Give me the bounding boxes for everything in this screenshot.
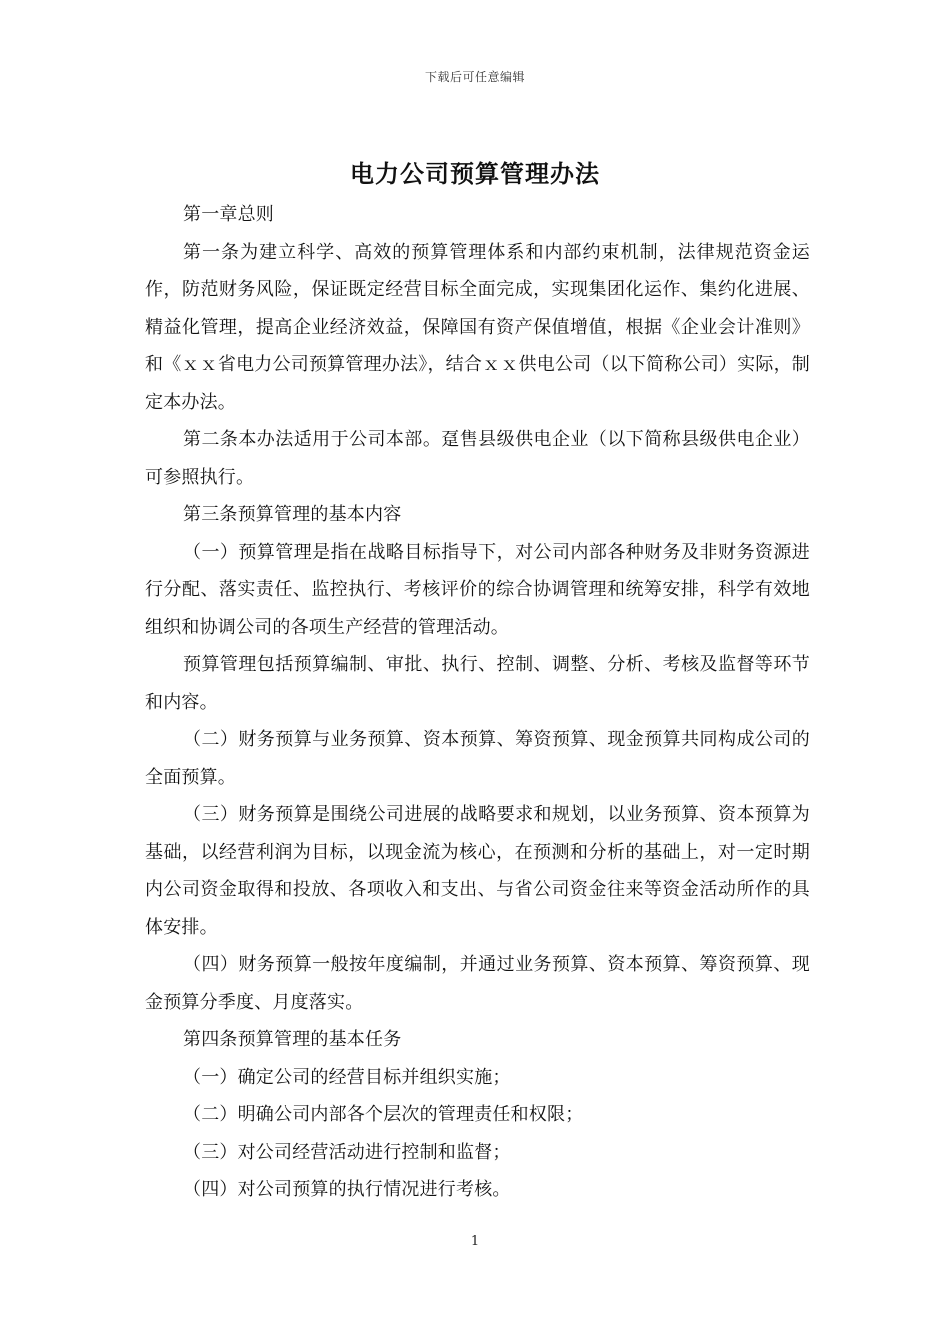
article-3-heading: 第三条预算管理的基本内容 xyxy=(183,504,402,525)
article-2-paragraph: 第二条本办法适用于公司本部。趸售县级供电企业（以下简称县级供电企业）可参照执行。 xyxy=(145,429,810,488)
article-3-item-2: （二）财务预算与业务预算、资本预算、筹资预算、现金预算共同构成公司的全面预算。 xyxy=(145,729,810,788)
article-4-item-2: （二）明确公司内部各个层次的管理责任和权限； xyxy=(183,1104,584,1125)
document-title: 电力公司预算管理办法 xyxy=(350,160,600,188)
chapter-heading: 第一章总则 xyxy=(183,204,274,225)
document-body xyxy=(145,196,810,1209)
article-4-item-4: （四）对公司预算的执行情况进行考核。 xyxy=(183,1179,511,1200)
article-4-item-1: （一）确定公司的经营目标并组织实施； xyxy=(183,1066,511,1088)
article-1-paragraph: 第一条为建立科学、高效的预算管理体系和内部约束机制，法律规范资金运作，防范财务风险，保证既定经营目标全面完成，实现集团化运作、集约化进展、精益化管理，提高企业经济效益，保障国有资产保值增值，根据《企业会计准则》和《ｘｘ省电力公司预算管理办法》，结合ｘｘ供电公司（以下简称公司）实际，制定本办法。 xyxy=(145,241,810,413)
article-4-item-3: （三）对公司经营活动进行控制和监督； xyxy=(183,1141,511,1163)
article-3-item-3: （三）财务预算是围绕公司进展的战略要求和规划，以业务预算、资本预算为基础，以经营利润为目标，以现金流为核心，在预测和分析的基础上，对一定时期内公司资金取得和投放、各项收入和支出、与省公司资金往来等资金活动所作的具体安排。 xyxy=(145,804,810,938)
article-3-item-1-note: 预算管理包括预算编制、审批、执行、控制、调整、分析、考核及监督等环节和内容。 xyxy=(145,654,810,713)
article-3-item-1: （一）预算管理是指在战略目标指导下，对公司内部各种财务及非财务资源进行分配、落实责任、监控执行、考核评价的综合协调管理和统筹安排，科学有效地组织和协调公司的各项生产经营的管理活动。 xyxy=(145,541,810,638)
article-3-item-4: （四）财务预算一般按年度编制，并通过业务预算、资本预算、筹资预算、现金预算分季度、月度落实。 xyxy=(145,954,810,1013)
page-header: 下载后可任意编辑 xyxy=(424,70,525,84)
article-4-heading: 第四条预算管理的基本任务 xyxy=(183,1029,402,1050)
page-number: 1 xyxy=(470,1234,480,1249)
